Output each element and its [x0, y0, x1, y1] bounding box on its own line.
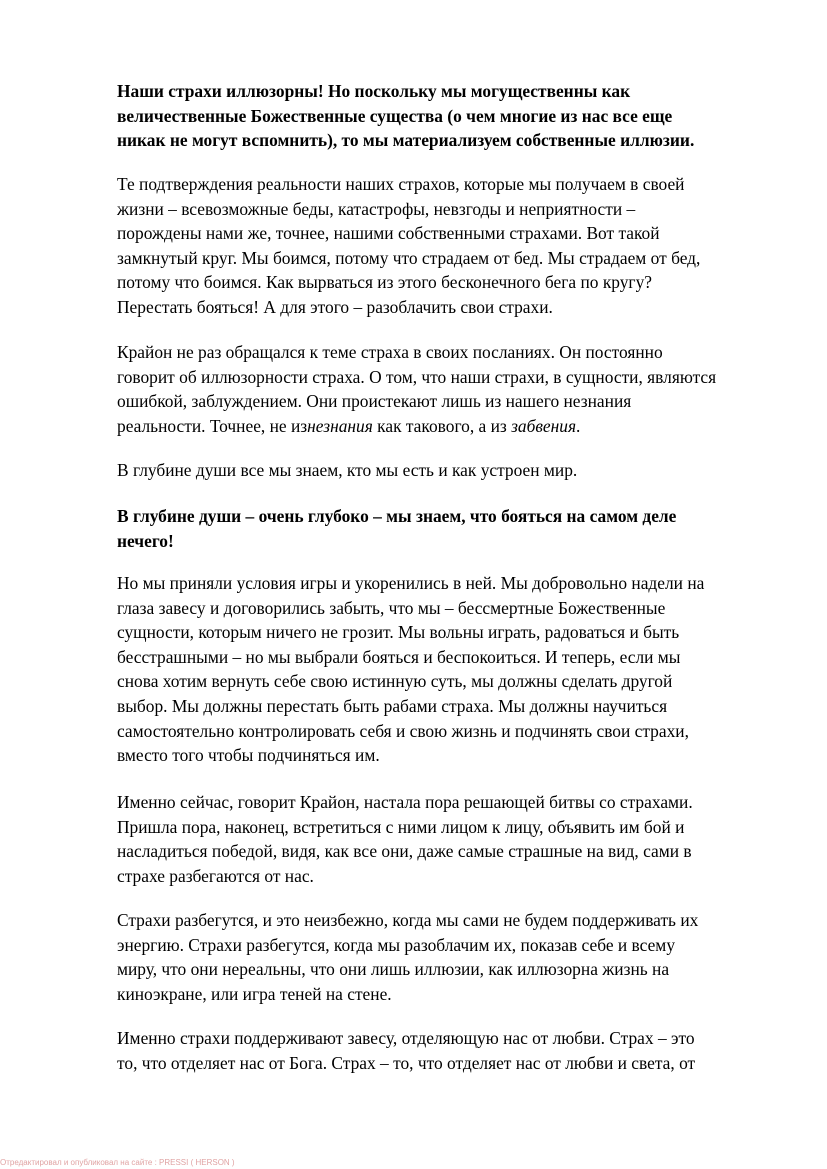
text-line: нечего!: [117, 530, 174, 551]
text-line: никак не могут вспомнить), то мы материализуем собственные иллюзии.: [117, 130, 695, 151]
paragraph-1: [117, 79, 817, 153]
paragraph-5: [117, 504, 817, 553]
footer-credit: Отредактировал и опубликовал на сайте : PRESSI ( HERSON ): [0, 1158, 235, 1167]
text-line: Именно сейчас, говорит Крайон, настала пора решающей битвы со страхами.: [117, 792, 693, 812]
italic-word: забвения: [511, 415, 577, 436]
text-line: потому что боимся. Как вырваться из этого бесконечного бега по кругу?: [117, 272, 652, 293]
paragraph-6: [117, 571, 817, 768]
text-line: Пришла пора, наконец, встретиться с ними лицом к лицу, объявить им бой и: [117, 816, 685, 837]
text-line: Крайон не раз обращался к теме страха в своих посланиях. Он постоянно: [117, 342, 663, 362]
text-line: ошибкой, заблуждением. Они проистекают лишь из нашего незнания: [117, 391, 632, 412]
paragraph-4: [117, 458, 817, 483]
text-line: [117, 414, 817, 439]
paragraph-9: [117, 1026, 817, 1075]
text-line: величественные Божественные существа (о чем многие из нас все еще: [117, 105, 673, 126]
text-line: выбор. Мы должны перестать быть рабами страха. Мы должны научиться: [117, 695, 668, 716]
text-line: жизни – всевозможные беды, катастрофы, невзгоды и неприятности –: [117, 198, 636, 219]
text-line: самостоятельно контролировать себя и свою жизнь и подчинять свои страхи,: [117, 720, 689, 741]
text-line: киноэкране, или игра теней на стене.: [117, 983, 392, 1004]
text-line: энергию. Страхи разбегутся, когда мы разоблачим их, показав себе и всему: [117, 934, 676, 955]
text-line: Страхи разбегутся, и это неизбежно, когда мы сами не будем поддерживать их: [117, 910, 699, 930]
text-line: Именно страхи поддерживают завесу, отделяющую нас от любви. Страх – это: [117, 1028, 695, 1048]
paragraph-7: [117, 790, 817, 888]
text-line: замкнутый круг. Мы боимся, потому что страдаем от бед. Мы страдаем от бед,: [117, 247, 701, 268]
italic-word: незнания: [307, 415, 373, 436]
text-line: порождены нами же, точнее, нашими собственными страхами. Вот такой: [117, 223, 660, 244]
text-line: В глубине души – очень глубоко – мы знаем, что бояться на самом деле: [117, 506, 677, 526]
text-line: страхе разбегаются от нас.: [117, 865, 314, 886]
text-run: как такового, а из: [372, 415, 512, 436]
text-line: Перестать бояться! А для этого – разоблачить свои страхи.: [117, 296, 553, 317]
text-run: .: [576, 415, 581, 436]
paragraph-3: [117, 340, 817, 438]
text-line: миру, что они нереальны, что они лишь иллюзии, как иллюзорна жизнь на: [117, 959, 670, 980]
text-line: В глубине души все мы знаем, кто мы есть и как устроен мир.: [117, 460, 578, 480]
text-line: Те подтверждения реальности наших страхов, которые мы получаем в своей: [117, 174, 685, 194]
text-line: говорит об иллюзорности страха. О том, что наши страхи, в сущности, являются: [117, 366, 717, 387]
text-line: снова хотим вернуть себе свою истинную суть, мы должны сделать другой: [117, 671, 673, 692]
text-line: Но мы приняли условия игры и укоренились в ней. Мы добровольно надели на: [117, 573, 705, 593]
paragraph-8: [117, 908, 817, 1006]
text-line: вместо того чтобы подчиняться им.: [117, 745, 380, 766]
text-line: сущности, которым ничего не грозит. Мы вольны играть, радоваться и быть: [117, 622, 680, 643]
paragraph-2: [117, 172, 817, 320]
text-run: реальности. Точнее, не из: [117, 415, 308, 436]
text-line: бесстрашными – но мы выбрали бояться и беспокоиться. И теперь, если мы: [117, 646, 681, 667]
text-line: глаза завесу и договорились забыть, что мы – бессмертные Божественные: [117, 597, 666, 618]
text-line: насладиться победой, видя, как все они, даже самые страшные на вид, сами в: [117, 841, 692, 862]
text-line: Наши страхи иллюзорны! Но поскольку мы могущественны как: [117, 81, 631, 101]
text-line: то, что отделяет нас от Бога. Страх – то, что отделяет нас от любви и света, от: [117, 1052, 696, 1073]
